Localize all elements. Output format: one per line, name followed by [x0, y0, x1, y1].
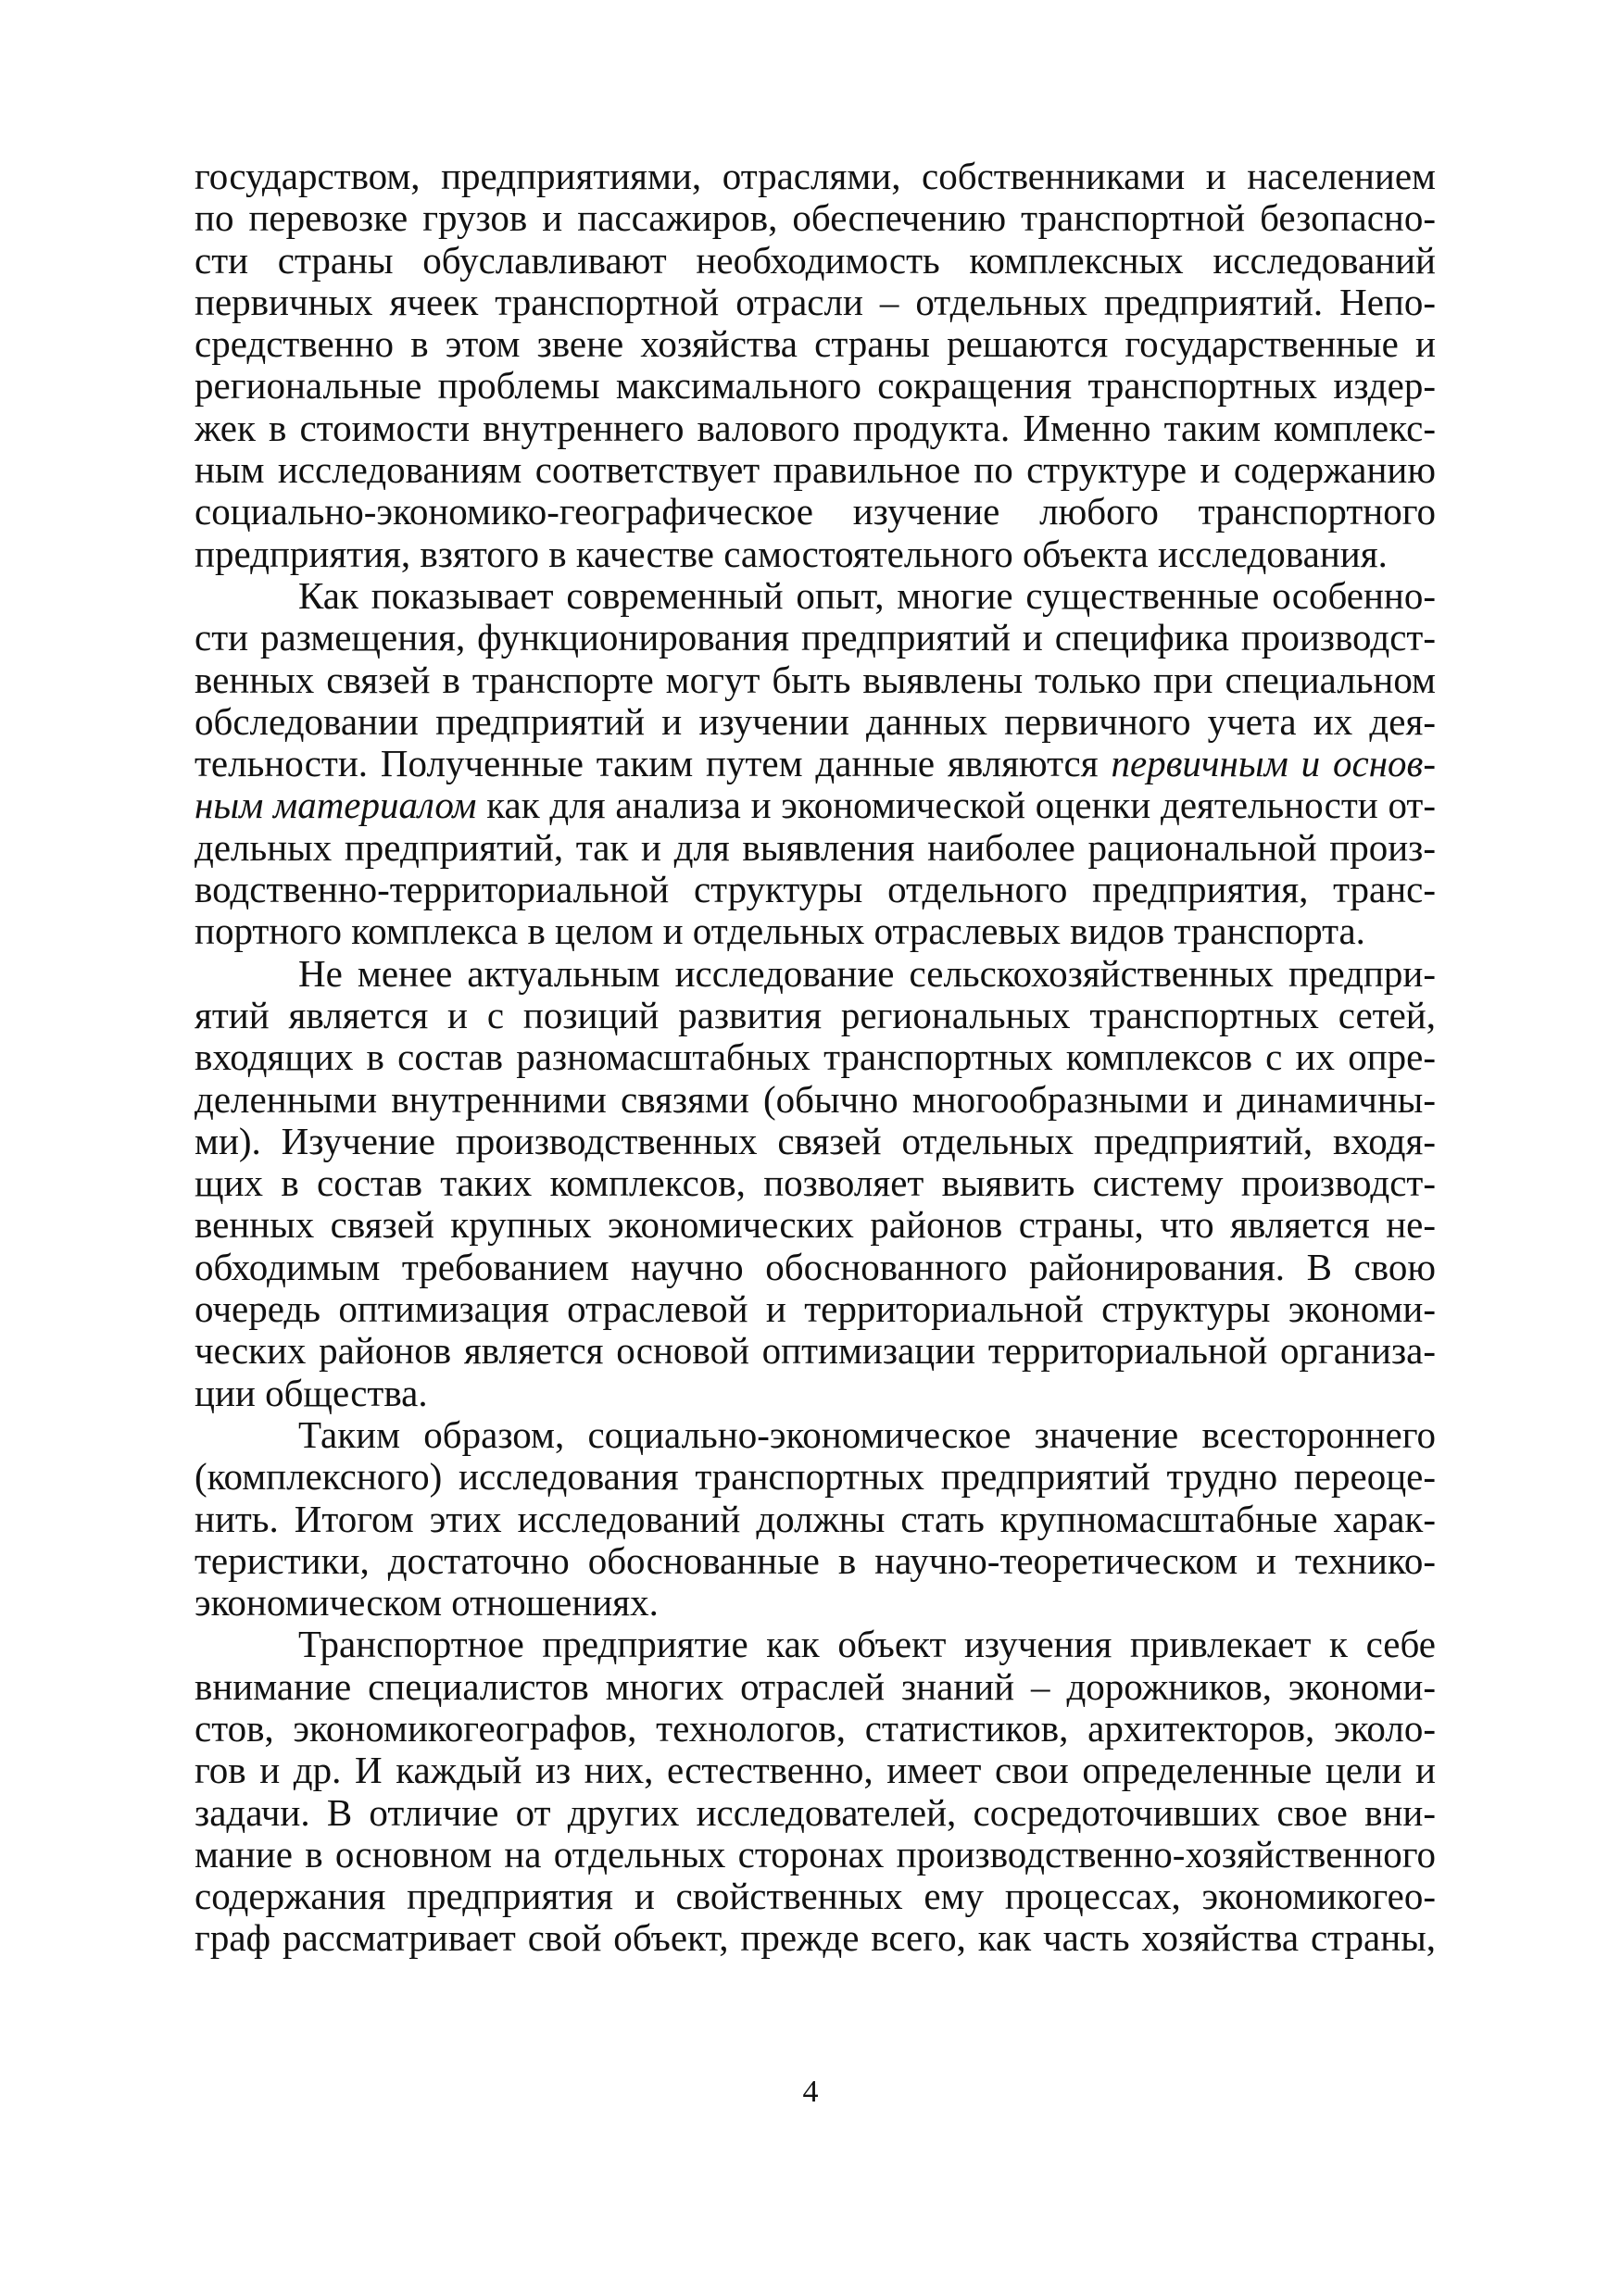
paragraph-4 — [195, 1414, 1436, 1624]
text-line: региональные проблемы максимального сокращения транспортных издер- — [195, 364, 1436, 408]
page-number: 4 — [802, 2075, 819, 2109]
text-line: гов и др. И каждый из них, естественно, имеет свои определенные цели и — [195, 1749, 1436, 1792]
text-line: предприятия, взятого в качестве самостоятельного объекта исследования. — [195, 532, 1388, 575]
text-line-with-emphasis — [195, 743, 1436, 784]
body-text — [195, 156, 1436, 1960]
text-line: теристики, достаточно обоснованные в научно-теоретическом и технико- — [195, 1538, 1436, 1582]
text-line: экономическом отношениях. — [195, 1581, 659, 1625]
text-line: Транспортное предприятие как объект изучения привлекает к себе — [298, 1623, 1436, 1666]
text-line-with-emphasis — [195, 784, 1436, 826]
paragraph-1 — [195, 156, 1436, 575]
paragraph-2 — [195, 575, 1436, 953]
text-line: щих в состав таких комплексов, позволяет выявить систему производст- — [195, 1161, 1436, 1205]
text-line: деленными внутренними связями (обычно многообразными и динамичны- — [195, 1077, 1436, 1121]
text-line: граф рассматривает свой объект, прежде всего, как часть хозяйства страны, — [195, 1916, 1436, 1960]
text-line: первичных ячеек транспортной отрасли – отдельных предприятий. Непо- — [195, 280, 1436, 323]
emphasis-text: ным материалом — [195, 784, 477, 827]
text-line: очередь оптимизация отраслевой и территориальной структуры экономи- — [195, 1287, 1436, 1331]
paragraph-3 — [195, 953, 1436, 1414]
text-run: как для анализа и экономической оценки деятельности от- — [476, 784, 1436, 827]
text-line: входящих в состав разномасштабных транспортных комплексов с их опре- — [195, 1035, 1436, 1079]
text-line: внимание специалистов многих отраслей знаний – дорожников, экономи- — [195, 1664, 1436, 1708]
text-line: задачи. В отличие от других исследователей, сосредоточивших свое вни- — [195, 1790, 1436, 1834]
text-line: государством, предприятиями, отраслями, собственниками и населением — [195, 155, 1436, 197]
text-line: портного комплекса в целом и отдельных отраслевых видов транспорта. — [195, 910, 1365, 953]
text-line: Таким образом, социально-экономическое значение всестороннего — [298, 1412, 1436, 1456]
text-line: дельных предприятий, так и для выявления наиболее рациональной произ- — [195, 825, 1436, 869]
text-line: ми). Изучение производственных связей отдельных предприятий, входя- — [195, 1119, 1436, 1162]
text-line: обходимым требованием научно обоснованного районирования. В свою — [195, 1245, 1436, 1288]
text-line: ным исследованиям соответствует правильное по структуре и содержанию — [195, 448, 1436, 492]
text-run: тельности. Полученные таким путем данные являются — [195, 742, 1112, 785]
text-line: по перевозке грузов и пассажиров, обеспечению транспортной безопасно- — [195, 196, 1436, 240]
text-line: венных связей в транспорте могут быть выявлены только при специальном — [195, 658, 1436, 701]
text-line: средственно в этом звене хозяйства страны решаются государственные и — [195, 322, 1436, 366]
text-line: мание в основном на отдельных сторонах производственно-хозяйственного — [195, 1832, 1436, 1876]
text-line: стов, экономикогеографов, технологов, статистиков, архитекторов, эколо- — [195, 1706, 1436, 1750]
text-line: ческих районов является основой оптимизации территориальной организа- — [195, 1329, 1436, 1373]
text-line: водственно-территориальной структуры отдельного предприятия, транс- — [195, 868, 1436, 911]
text-line: нить. Итогом этих исследований должны стать крупномасштабные харак- — [195, 1497, 1436, 1540]
text-line: Не менее актуальным исследование сельскохозяйственных предпри- — [298, 951, 1436, 995]
text-line: Как показывает современный опыт, многие существенные особенно- — [298, 573, 1436, 617]
text-line: сти страны обуславливают необходимость комплексных исследований — [195, 238, 1436, 282]
text-line: содержания предприятия и свойственных ему процессах, экономикогео- — [195, 1875, 1436, 1918]
paragraph-5 — [195, 1624, 1436, 1959]
text-line: социально-экономико-географическое изучение любого транспортного — [195, 490, 1436, 533]
text-line: (комплексного) исследования транспортных предприятий трудно переоце- — [195, 1455, 1436, 1499]
text-line: ции общества. — [195, 1371, 428, 1414]
emphasis-text: первичным и основ- — [1111, 742, 1436, 785]
text-line: обследовании предприятий и изучении данных первичного учета их дея- — [195, 699, 1436, 743]
text-line: сти размещения, функционирования предприятий и специфика производст- — [195, 616, 1436, 659]
text-line: венных связей крупных экономических районов страны, что является не- — [195, 1203, 1436, 1247]
text-line: жек в стоимости внутреннего валового продукта. Именно таким комплекс- — [195, 406, 1436, 449]
text-line: ятий является и с позиций развития региональных транспортных сетей, — [195, 993, 1436, 1036]
